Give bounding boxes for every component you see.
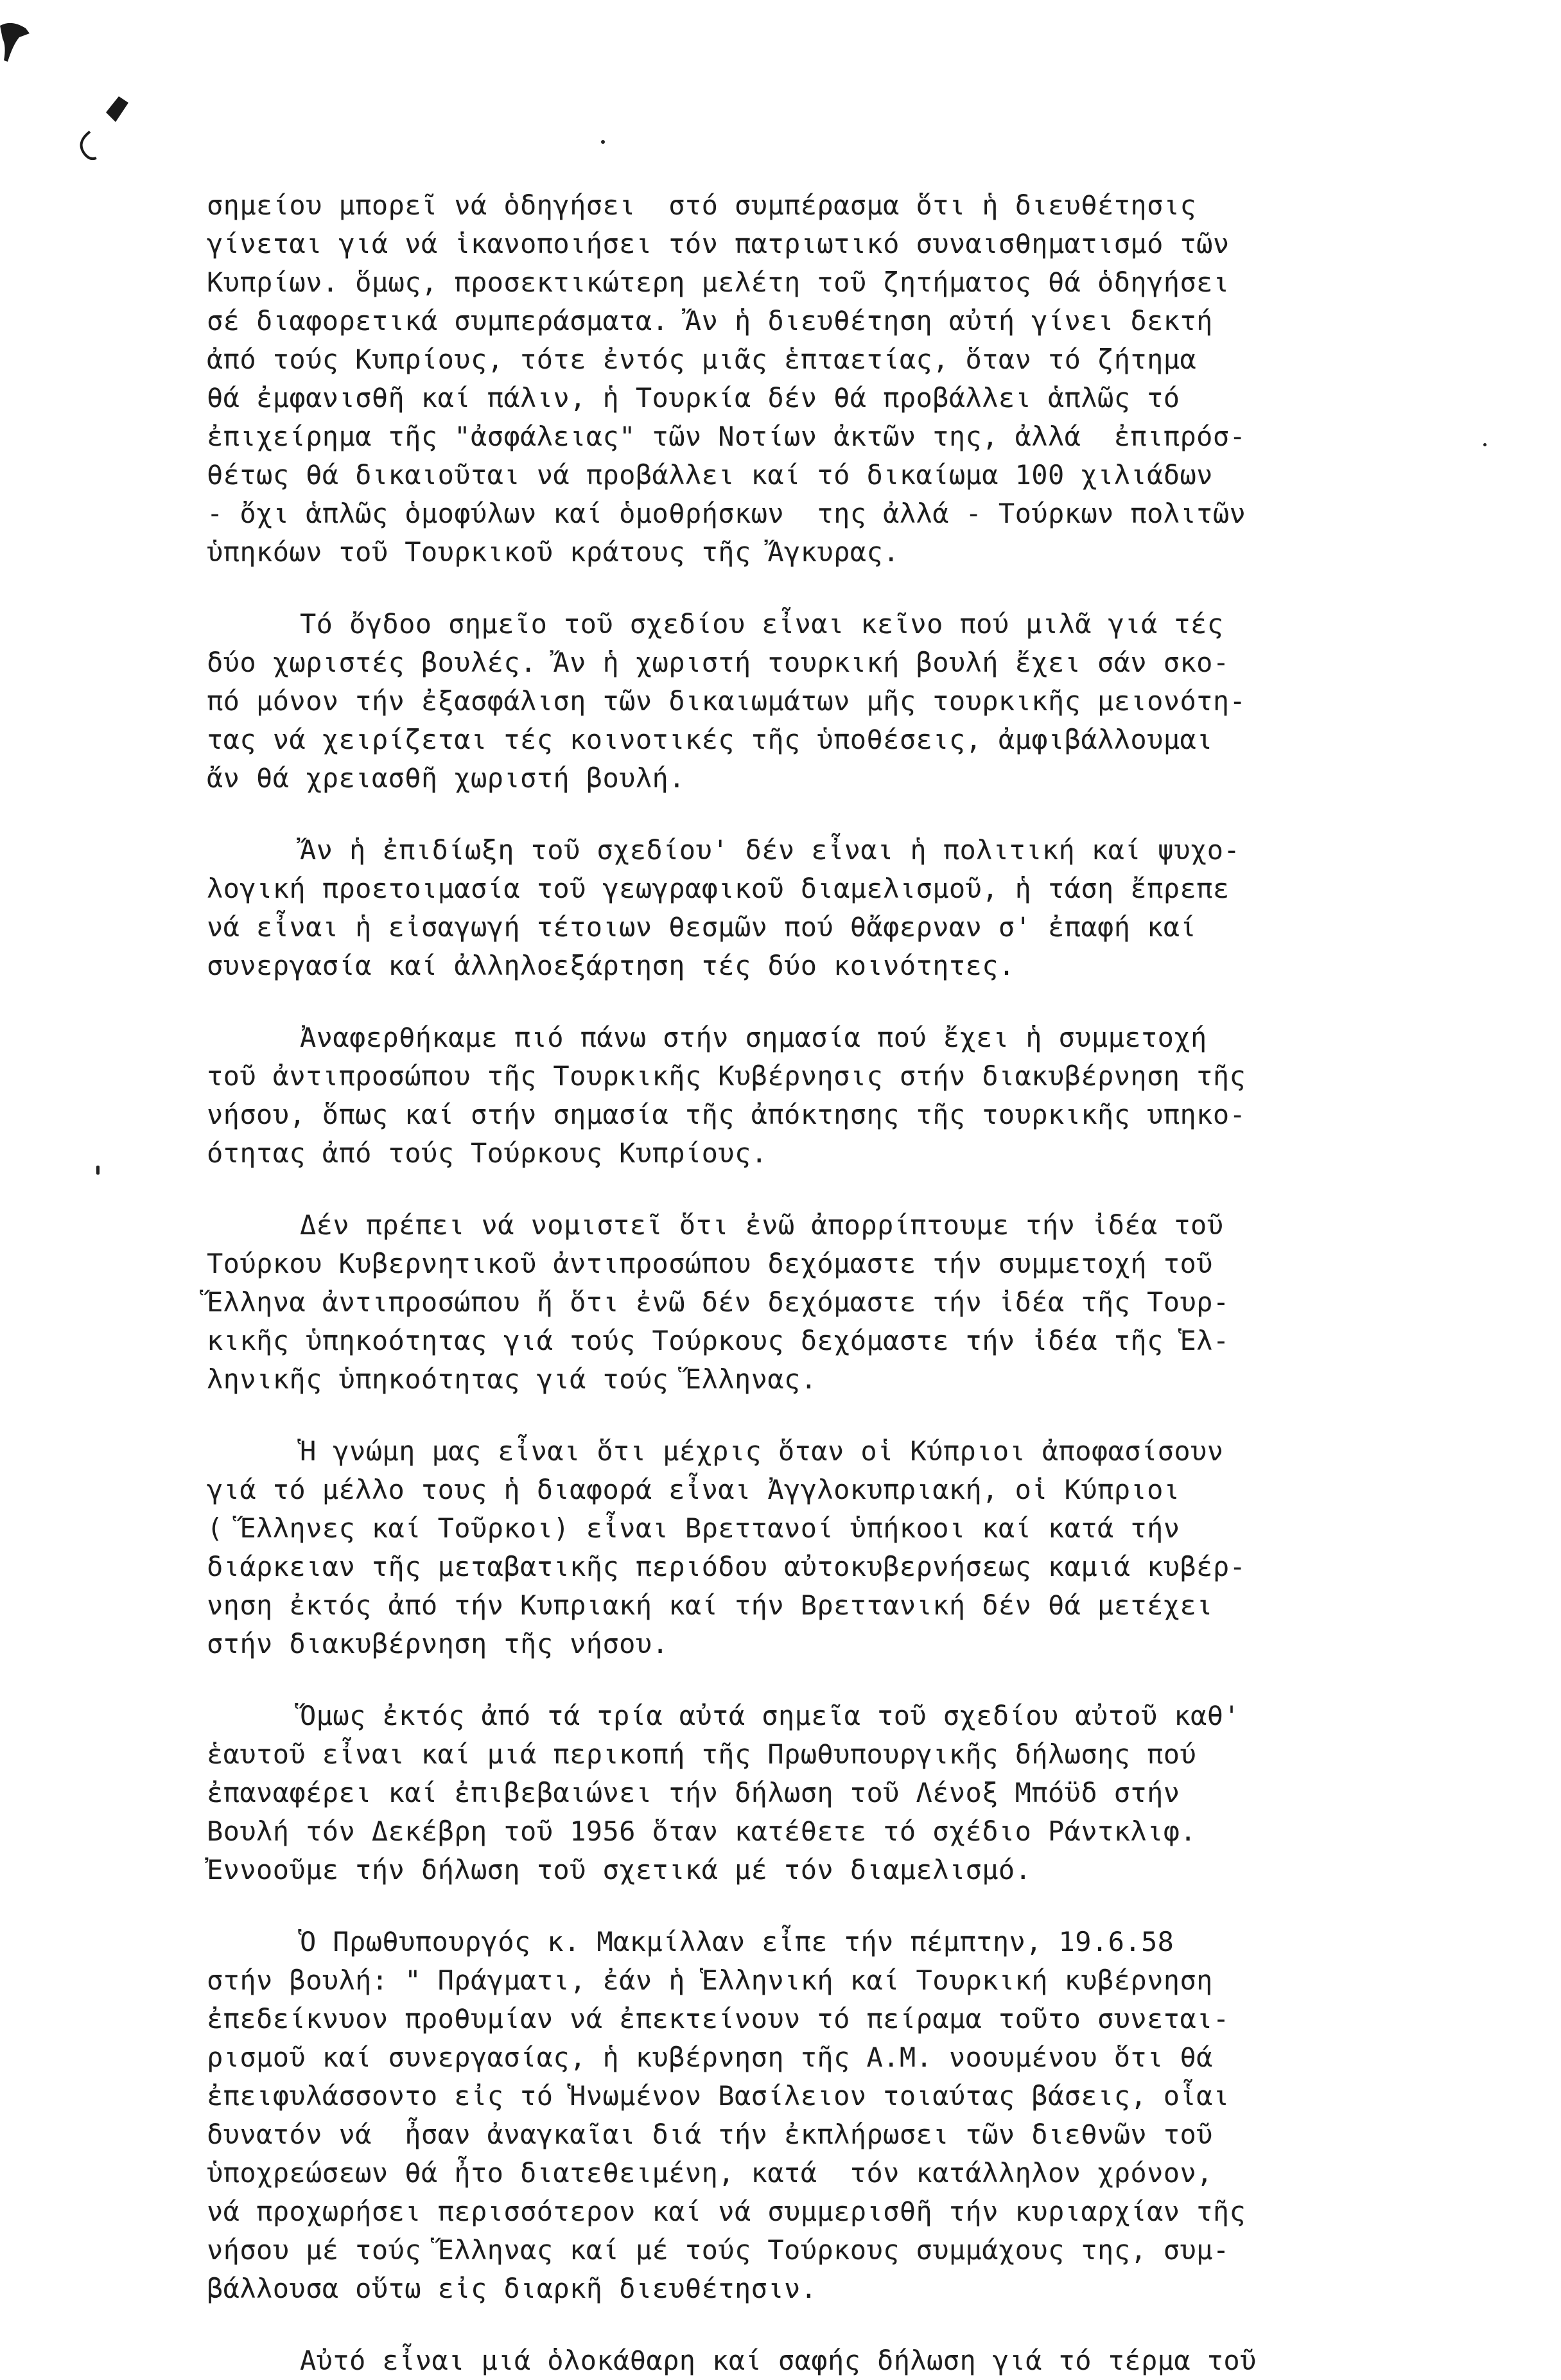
paragraph <box>207 1019 1465 1173</box>
text-line: νήσου, ὅπως καί στήν σημασία τῆς ἀπόκτησης τῆς τουρκικῆς υπηκο- <box>207 1099 1246 1130</box>
text-line: νά προχωρήσει περισσότερον καί νά συμμερισθῆ τήν κυριαρχίαν τῆς <box>207 2196 1246 2227</box>
text-line: ἐπιχείρημα τῆς "ἀσφάλειας" τῶν Νοτίων ἀκτῶν της, ἀλλά ἐπιπρόσ- <box>207 421 1246 452</box>
text-line: σημείου μπορεῖ νά ὁδηγήσει στό συμπέρασμα ὅτι ἡ διευθέτησις <box>207 189 1197 221</box>
text-line: ληνικῆς ὑπηκοότητας γιά τούς Ἕλληνας. <box>207 1363 817 1395</box>
text-line: νηση ἐκτός ἀπό τήν Κυπριακή καί τήν Βρεττανική δέν θά μετέχει <box>207 1589 1213 1621</box>
text-line: συνεργασία καί ἀλληλοεξάρτηση τές δύο κοινότητες. <box>207 950 1015 981</box>
pen-stroke-mark <box>106 96 128 122</box>
text-line: πό μόνον τήν ἐξασφάλιση τῶν δικαιωμάτων μῆς τουρκικῆς μειονότη- <box>207 685 1246 717</box>
text-line: Ἕλληνα ἀντιπροσώπου ἤ ὅτι ἐνῶ δέν δεχόμαστε τήν ἰδέα τῆς Τουρ- <box>207 1286 1230 1318</box>
text-line: Ἐννοοῦμε τήν δήλωση τοῦ σχετικά μέ τόν διαμελισμό. <box>207 1854 1032 1886</box>
text-line: στήν βουλή: " Πράγματι, ἐάν ἡ Ἑλληνική καί Τουρκική κυβέρνηση <box>207 1964 1213 1996</box>
stray-dot <box>96 1166 100 1175</box>
text-line: ὑποχρεώσεων θά ἦτο διατεθειμένη, κατά τόν κατάλληλον χρόνον, <box>207 2157 1213 2189</box>
paragraph <box>207 831 1465 985</box>
text-line: τοῦ ἀντιπροσώπου τῆς Τουρκικῆς Κυβέρνησις στήν διακυβέρνηση τῆς <box>207 1060 1246 1092</box>
text-line: τας νά χειρίζεται τές κοινοτικές τῆς ὑποθέσεις, ἀμφιβάλλουμαι <box>207 724 1213 755</box>
text-line: κικῆς ὑπηκοότητας γιά τούς Τούρκους δεχόμαστε τήν ἰδέα τῆς Ἑλ- <box>207 1325 1230 1356</box>
stray-dot <box>1483 443 1487 446</box>
text-line: βάλλουσα οὕτω εἰς διαρκῆ διευθέτησιν. <box>207 2273 817 2304</box>
text-line: ἄν θά χρειασθῆ χωριστή βουλή. <box>207 762 685 794</box>
paragraph <box>207 1432 1465 1663</box>
text-line: - ὄχι ἁπλῶς ὁμοφύλων καί ὁμοθρήσκων της ἀλλά - Τούρκων πολιτῶν <box>207 498 1246 529</box>
text-line: γίνεται γιά νά ἱκανοποιήσει τόν πατριωτικό συναισθηματισμό τῶν <box>207 228 1230 259</box>
paragraph <box>207 605 1465 798</box>
pen-hook-mark <box>82 132 96 159</box>
text-line: δυνατόν νά ἦσαν ἀναγκαῖαι διά τήν ἐκπλήρωσει τῶν διεθνῶν τοῦ <box>207 2119 1213 2150</box>
text-line: Ἀναφερθήκαμε πιό πάνω στήν σημασία πού ἔχει ἡ συμμετοχή <box>300 1022 1207 1053</box>
text-line: λογική προετοιμασία τοῦ γεωγραφικοῦ διαμελισμοῦ, ἡ τάση ἔπρεπε <box>207 873 1230 904</box>
text-line: Κυπρίων. ὅμως, προσεκτικώτερη μελέτη τοῦ ζητήματος θά ὁδηγήσει <box>207 267 1230 298</box>
text-line: Ὅμως ἐκτός ἀπό τά τρία αὐτά σημεῖα τοῦ σχεδίου αὐτοῦ καθ' <box>300 1700 1241 1731</box>
paragraph <box>207 1923 1465 2308</box>
scan-corner-marks <box>0 0 1561 167</box>
text-line: Βουλή τόν Δεκέβρη τοῦ 1956 ὅταν κατέθετε τό σχέδιο Ράντκλιφ. <box>207 1816 1197 1847</box>
text-line: ἐπεδείκνυον προθυμίαν νά ἐπεκτείνουν τό πείραμα τοῦτο συνεται- <box>207 2003 1230 2034</box>
text-line: Δέν πρέπει νά νομιστεῖ ὅτι ἐνῶ ἀπορρίπτουμε τήν ἰδέα τοῦ <box>300 1209 1224 1241</box>
text-line: ότητας ἀπό τούς Τούρκους Κυπρίους. <box>207 1137 768 1169</box>
paragraph <box>207 2341 1465 2380</box>
text-line: θέτως θά δικαιοῦται νά προβάλλει καί τό δικαίωμα 100 χιλιάδων <box>207 459 1213 491</box>
text-line: σέ διαφορετικά συμπεράσματα. Ἄν ἡ διευθέτηση αὐτή γίνει δεκτή <box>207 305 1213 337</box>
stray-dot <box>601 140 605 144</box>
text-line: νά εἶναι ἡ εἰσαγωγή τέτοιων θεσμῶν πού θἄφερναν σ' ἐπαφή καί <box>207 911 1197 943</box>
text-line: διάρκειαν τῆς μεταβατικῆς περιόδου αὐτοκυβερνήσεως καμιά κυβέρ- <box>207 1551 1246 1582</box>
text-line: ἐπειφυλάσσοντο εἰς τό Ἡνωμένον Βασίλειον τοιαύτας βάσεις, οἷαι <box>207 2080 1230 2112</box>
paragraph <box>207 1697 1465 1889</box>
text-line: ἐπαναφέρει καί ἐπιβεβαιώνει τήν δήλωση τοῦ Λένοξ Μπόϋδ στήν <box>207 1777 1180 1808</box>
text-line: ὑπηκόων τοῦ Τουρκικοῦ κράτους τῆς Ἄγκυρας. <box>207 536 900 568</box>
corner-ink-mark <box>0 23 30 62</box>
text-line: στήν διακυβέρνηση τῆς νήσου. <box>207 1628 669 1659</box>
text-line: Τό ὄγδοο σημεῖο τοῦ σχεδίου εἶναι κεῖνο πού μιλᾶ γιά τές <box>300 608 1224 640</box>
text-line: ( Ἕλληνες καί Τοῦρκοι) εἶναι Βρεττανοί ὑπήκοοι καί κατά τήν <box>207 1512 1180 1544</box>
text-line: θά ἐμφανισθῆ καί πάλιν, ἡ Τουρκία δέν θά προβάλλει ἁπλῶς τό <box>207 382 1180 414</box>
text-line: Ἄν ἡ ἐπιδίωξη τοῦ σχεδίου' δέν εἶναι ἡ πολιτική καί ψυχο- <box>300 834 1241 866</box>
text-line: Τούρκου Κυβερνητικοῦ ἀντιπροσώπου δεχόμαστε τήν συμμετοχή τοῦ <box>207 1248 1213 1279</box>
text-line: γιά τό μέλλο τους ἡ διαφορά εἶναι Ἀγγλοκυπριακή, οἱ Κύπριοι <box>207 1474 1180 1505</box>
document-body <box>207 186 1465 2380</box>
text-line: Ἡ γνώμη μας εἶναι ὅτι μέχρις ὅταν οἱ Κύπριοι ἀποφασίσουν <box>300 1435 1224 1467</box>
text-line: Ὁ Πρωθυπουργός κ. Μακμίλλαν εἶπε τήν πέμπτην, 19.6.58 <box>300 1926 1174 1957</box>
text-line: δύο χωριστές βουλές. Ἄν ἡ χωριστή τουρκική βουλή ἔχει σάν σκο- <box>207 647 1230 678</box>
text-line: ρισμοῦ καί συνεργασίας, ἡ κυβέρνηση τῆς Α.Μ. νοουμένου ὅτι θά <box>207 2042 1213 2073</box>
text-line: Αὐτό εἶναι μιά ὁλοκάθαρη καί σαφής δήλωση γιά τό τέρμα τοῦ <box>300 2345 1257 2376</box>
paragraph <box>207 1206 1465 1399</box>
text-line: ἀπό τούς Κυπρίους, τότε ἐντός μιᾶς ἑπταετίας, ὅταν τό ζήτημα <box>207 344 1197 375</box>
text-line: νήσου μέ τούς Ἕλληνας καί μέ τούς Τούρκους συμμάχους της, συμ- <box>207 2234 1230 2266</box>
text-line: ἑαυτοῦ εἶναι καί μιά περικοπή τῆς Πρωθυπουργικῆς δήλωσης πού <box>207 1738 1197 1770</box>
paragraph <box>207 186 1465 572</box>
